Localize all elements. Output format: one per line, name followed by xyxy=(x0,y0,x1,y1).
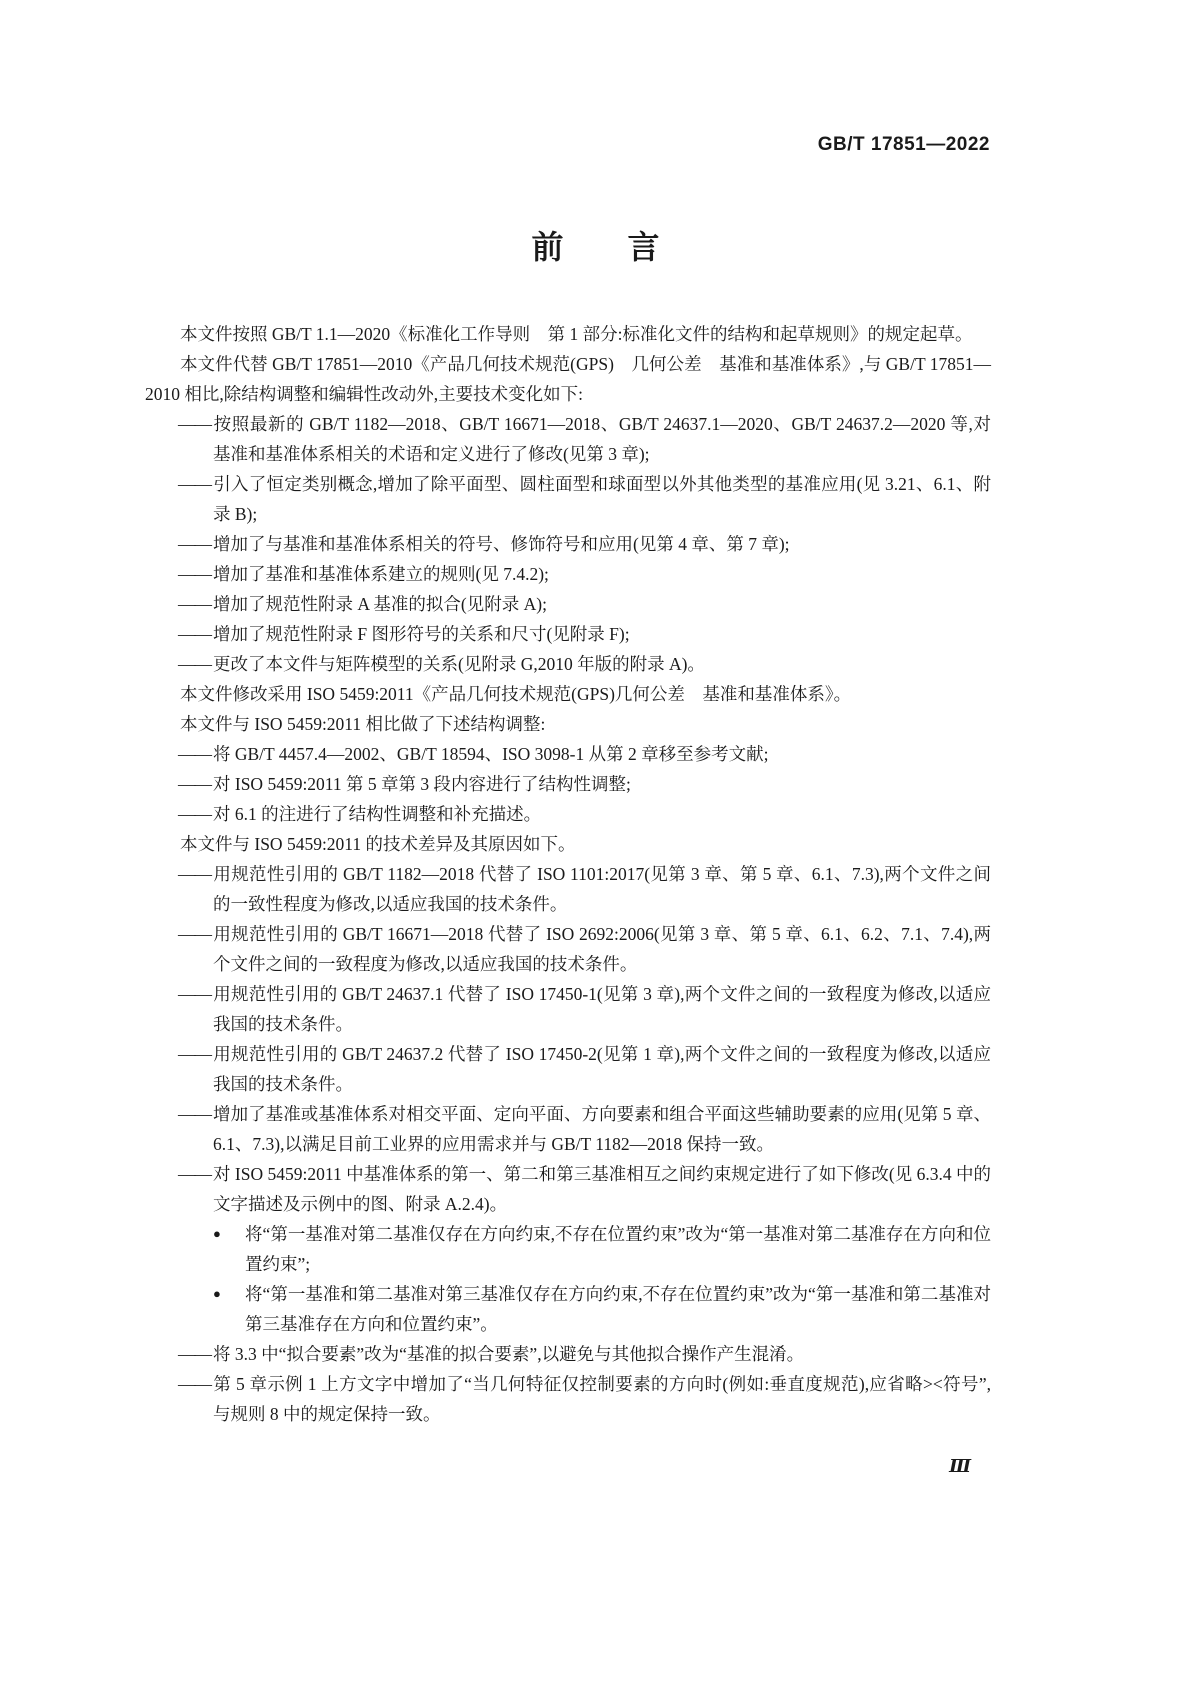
dash-marker: —— xyxy=(178,1044,211,1064)
item-text: 第 5 章示例 1 上方文字中增加了“当几何特征仅控制要素的方向时(例如:垂直度规范),应省略><符号”,与规则 8 中的规定保持一致。 xyxy=(213,1374,991,1424)
page-title: 前 言 xyxy=(531,229,660,265)
dash-marker: —— xyxy=(178,1374,211,1394)
dash-marker: —— xyxy=(178,474,211,494)
dash-marker: —— xyxy=(178,804,211,824)
dash-marker: —— xyxy=(178,594,211,614)
dash-marker: —— xyxy=(178,924,211,944)
item-text: 增加了与基准和基准体系相关的符号、修饰符号和应用(见第 4 章、第 7 章); xyxy=(213,534,790,554)
bullet-marker: ● xyxy=(213,1286,221,1301)
dash-marker: —— xyxy=(178,624,211,644)
page-number: Ⅲ xyxy=(949,1456,971,1476)
item-text: 将 3.3 中“拟合要素”改为“基准的拟合要素”,以避免与其他拟合操作产生混淆。 xyxy=(213,1344,805,1364)
paragraph: 本文件修改采用 ISO 5459:2011《产品几何技术规范(GPS)几何公差 基准和基准体系》。 xyxy=(180,684,852,704)
dash-item xyxy=(145,409,991,469)
item-text: 增加了规范性附录 F 图形符号的关系和尺寸(见附录 F); xyxy=(213,624,630,644)
dash-item xyxy=(145,1099,991,1159)
paragraph: 本文件代替 GB/T 17851—2010《产品几何技术规范(GPS) 几何公差 基准和基准体系》,与 GB/T 17851—2010 相比,除结构调整和编辑性改动外,主要技术变化如下: xyxy=(145,354,991,404)
dash-marker: —— xyxy=(178,1104,211,1124)
item-text: 增加了规范性附录 A 基准的拟合(见附录 A); xyxy=(213,594,547,614)
dash-item xyxy=(145,589,991,619)
dash-item xyxy=(145,1369,991,1429)
dash-item xyxy=(145,1039,991,1099)
paragraph: 本文件与 ISO 5459:2011 相比做了下述结构调整: xyxy=(180,714,546,734)
item-text: 用规范性引用的 GB/T 24637.1 代替了 ISO 17450-1(见第 3 章),两个文件之间的一致程度为修改,以适应我国的技术条件。 xyxy=(213,984,991,1034)
dash-marker: —— xyxy=(178,414,211,434)
item-text: 对 6.1 的注进行了结构性调整和补充描述。 xyxy=(213,804,542,824)
dash-item xyxy=(145,799,991,829)
dash-item xyxy=(145,1339,991,1369)
document-body xyxy=(145,319,991,1429)
item-text: 将 GB/T 4457.4—2002、GB/T 18594、ISO 3098-1 从第 2 章移至参考文献; xyxy=(213,744,769,764)
item-text: 将“第一基准对第二基准仅存在方向约束,不存在位置约束”改为“第一基准对第二基准存在方向和位置约束”; xyxy=(245,1224,991,1274)
dash-marker: —— xyxy=(178,654,211,674)
item-text: 对 ISO 5459:2011 第 5 章第 3 段内容进行了结构性调整; xyxy=(213,774,631,794)
item-text: 用规范性引用的 GB/T 24637.2 代替了 ISO 17450-2(见第 1 章),两个文件之间的一致程度为修改,以适应我国的技术条件。 xyxy=(213,1044,991,1094)
dash-item xyxy=(145,649,991,679)
dash-item xyxy=(145,769,991,799)
dash-marker: —— xyxy=(178,534,211,554)
item-text: 增加了基准和基准体系建立的规则(见 7.4.2); xyxy=(213,564,549,584)
dash-marker: —— xyxy=(178,774,211,794)
dash-item xyxy=(145,469,991,529)
dash-item xyxy=(145,919,991,979)
dash-item xyxy=(145,739,991,769)
dash-marker: —— xyxy=(178,1344,211,1364)
paragraph: 本文件与 ISO 5459:2011 的技术差异及其原因如下。 xyxy=(180,834,576,854)
dash-marker: —— xyxy=(178,864,211,884)
dash-marker: —— xyxy=(178,744,211,764)
bullet-marker: ● xyxy=(213,1226,221,1241)
dash-item xyxy=(145,559,991,589)
item-text: 用规范性引用的 GB/T 16671—2018 代替了 ISO 2692:2006(见第 3 章、第 5 章、6.1、6.2、7.1、7.4),两个文件之间的一致程度为修改,以适应我国的技术条件。 xyxy=(213,924,991,974)
item-text: 更改了本文件与矩阵模型的关系(见附录 G,2010 年版的附录 A)。 xyxy=(213,654,705,674)
item-text: 对 ISO 5459:2011 中基准体系的第一、第二和第三基准相互之间约束规定进行了如下修改(见 6.3.4 中的文字描述及示例中的图、附录 A.2.4)。 xyxy=(213,1164,991,1214)
item-text: 将“第一基准和第二基准对第三基准仅存在方向约束,不存在位置约束”改为“第一基准和第二基准对第三基准存在方向和位置约束”。 xyxy=(245,1284,991,1334)
dash-item xyxy=(145,859,991,919)
paragraph: 本文件按照 GB/T 1.1—2020《标准化工作导则 第 1 部分:标准化文件的结构和起草规则》的规定起草。 xyxy=(180,324,973,344)
item-text: 增加了基准或基准体系对相交平面、定向平面、方向要素和组合平面这些辅助要素的应用(见第 5 章、6.1、7.3),以满足目前工业界的应用需求并与 GB/T 1182—2018 保持一致。 xyxy=(213,1104,991,1154)
item-text: 用规范性引用的 GB/T 1182—2018 代替了 ISO 1101:2017(见第 3 章、第 5 章、6.1、7.3),两个文件之间的一致性程度为修改,以适应我国的技术条件。 xyxy=(213,864,991,914)
dash-marker: —— xyxy=(178,564,211,584)
item-text: 按照最新的 GB/T 1182—2018、GB/T 16671—2018、GB/T 24637.1—2020、GB/T 24637.2—2020 等,对基准和基准体系相关的术语和定义进行了修改(见第 3 章); xyxy=(213,414,991,464)
bullet-item xyxy=(145,1279,991,1339)
dash-item xyxy=(145,1159,991,1219)
dash-item xyxy=(145,979,991,1039)
bullet-item xyxy=(145,1219,991,1279)
dash-item xyxy=(145,529,991,559)
item-text: 引入了恒定类别概念,增加了除平面型、圆柱面型和球面型以外其他类型的基准应用(见 3.21、6.1、附录 B); xyxy=(213,474,991,524)
dash-marker: —— xyxy=(178,1164,211,1184)
dash-marker: —— xyxy=(178,984,211,1004)
dash-item xyxy=(145,619,991,649)
standard-code: GB/T 17851—2022 xyxy=(817,134,990,155)
